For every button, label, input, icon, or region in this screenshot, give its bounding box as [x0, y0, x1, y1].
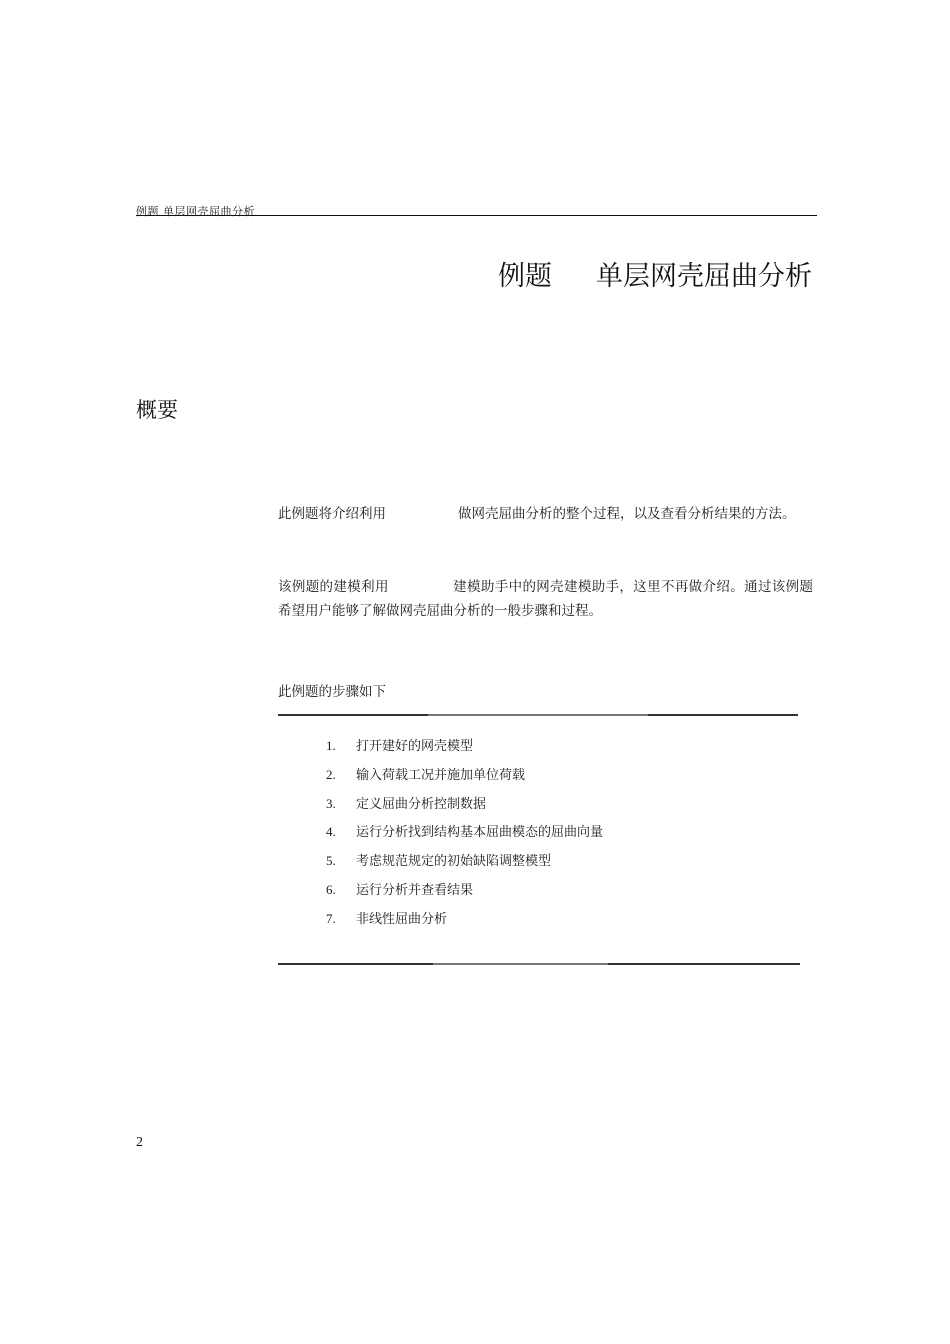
- step-item: [326, 907, 603, 936]
- step-text: 考虑规范规定的初始缺陷调整模型: [356, 854, 552, 870]
- intro-paragraph-2: [278, 575, 813, 623]
- step-item: [326, 734, 603, 763]
- chapter-title: [498, 254, 812, 293]
- step-number: 3.: [326, 795, 336, 811]
- p2-part2: 建模助手中的网壳建模助手，这里不再做介绍。通过该例题希望用户能够了解做网壳屈曲分析的一般步骤和过程。: [278, 579, 814, 619]
- p2-part1: 该例题的建模利用: [278, 579, 389, 595]
- step-item: [326, 792, 603, 821]
- step-text: 打开建好的网壳模型: [356, 739, 474, 754]
- step-number: 4.: [326, 824, 336, 840]
- step-text: 定义屈曲分析控制数据: [356, 796, 487, 812]
- step-item: [326, 878, 603, 907]
- steps-list: [326, 734, 603, 936]
- page-number: 2: [136, 1135, 143, 1150]
- step-number: 2.: [326, 766, 336, 782]
- p1-part2: 做网壳屈曲分析的整个过程，以及查看分析结果的方法。: [458, 506, 796, 522]
- step-text: 运行分析并查看结果: [356, 882, 474, 898]
- step-text: 非线性屈曲分析: [356, 911, 448, 927]
- step-item: [326, 820, 603, 849]
- steps-intro: 此例题的步骤如下: [278, 684, 386, 700]
- step-number: 6.: [326, 881, 336, 897]
- step-item: [326, 849, 603, 878]
- steps-bottom-rule: [278, 963, 800, 965]
- step-number: 1.: [326, 738, 336, 753]
- step-item: [326, 763, 603, 792]
- steps-top-rule: [278, 714, 798, 716]
- intro-paragraph-1: [278, 502, 813, 526]
- step-text: 输入荷载工况并施加单位荷载: [356, 767, 526, 783]
- chapter-title-text: 单层网壳屈曲分析: [596, 261, 812, 292]
- chapter-label: 例题: [498, 261, 552, 292]
- running-header: 例题 单层网壳屈曲分析: [136, 205, 255, 218]
- p1-part1: 此例题将介绍利用: [278, 506, 386, 522]
- header-rule: [136, 215, 817, 216]
- step-number: 5.: [326, 853, 336, 869]
- step-number: 7.: [326, 910, 336, 926]
- section-heading: 概要: [136, 398, 178, 422]
- step-text: 运行分析找到结构基本屈曲模态的屈曲向量: [356, 825, 604, 841]
